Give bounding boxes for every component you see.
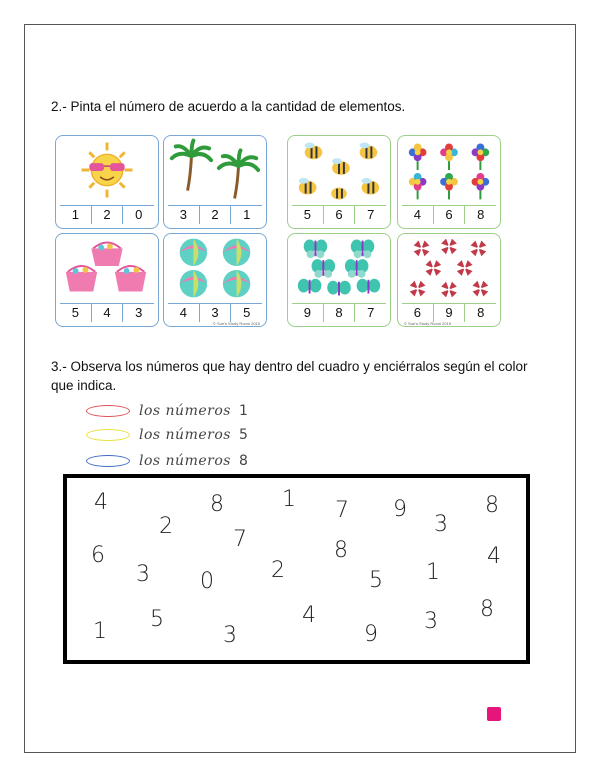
legend-number: 8 bbox=[238, 453, 248, 469]
box-number[interactable]: 7 bbox=[233, 527, 247, 552]
counting-card-butterflies bbox=[287, 233, 391, 327]
box-number[interactable]: 1 bbox=[426, 560, 440, 585]
number-options bbox=[168, 205, 262, 224]
box-number[interactable]: 4 bbox=[302, 603, 316, 628]
legend-row-red bbox=[86, 401, 248, 421]
number-option[interactable]: 7 bbox=[354, 304, 386, 322]
counting-card-pinwheels bbox=[397, 233, 501, 327]
yellow-oval-icon bbox=[86, 429, 130, 441]
box-number[interactable]: 8 bbox=[210, 492, 224, 517]
number-option[interactable]: 9 bbox=[433, 304, 465, 322]
number-options bbox=[292, 205, 386, 224]
box-number[interactable]: 4 bbox=[94, 490, 108, 515]
legend-number: 5 bbox=[238, 427, 248, 443]
number-options bbox=[402, 303, 496, 322]
numbers-box bbox=[63, 474, 530, 664]
pink-square-icon bbox=[487, 707, 501, 721]
number-option[interactable]: 4 bbox=[179, 305, 187, 320]
number-options bbox=[292, 303, 386, 322]
number-option[interactable]: 6 bbox=[413, 305, 421, 320]
counting-card-palm-trees bbox=[163, 135, 267, 229]
legend-row-blue bbox=[86, 451, 248, 471]
box-number[interactable]: 2 bbox=[159, 514, 173, 539]
number-option[interactable]: 4 bbox=[91, 304, 123, 322]
number-option[interactable]: 6 bbox=[323, 206, 355, 224]
counting-card-baskets bbox=[55, 233, 159, 327]
number-option[interactable]: 1 bbox=[71, 207, 79, 222]
number-option[interactable]: 2 bbox=[91, 206, 123, 224]
number-option[interactable]: 8 bbox=[464, 206, 496, 224]
red-oval-icon bbox=[86, 405, 130, 417]
beach-balls-image bbox=[164, 234, 266, 302]
number-option[interactable]: 5 bbox=[230, 304, 262, 322]
box-number[interactable]: 3 bbox=[434, 512, 448, 537]
counting-card-bees bbox=[287, 135, 391, 229]
number-options bbox=[168, 303, 262, 322]
number-option[interactable]: 3 bbox=[122, 304, 154, 322]
legend-text: los números bbox=[139, 453, 231, 469]
number-options bbox=[60, 303, 154, 322]
legend-text: los números bbox=[139, 427, 231, 443]
number-options bbox=[402, 205, 496, 224]
counting-card-flowers bbox=[397, 135, 501, 229]
copyright-credit: © Sue's Study Room 2015 bbox=[212, 321, 260, 326]
number-option[interactable]: 9 bbox=[303, 305, 311, 320]
box-number[interactable]: 7 bbox=[335, 498, 349, 523]
box-number[interactable]: 3 bbox=[136, 562, 150, 587]
number-option[interactable]: 5 bbox=[71, 305, 79, 320]
number-option[interactable]: 8 bbox=[464, 304, 496, 322]
box-number[interactable]: 9 bbox=[364, 622, 378, 647]
box-number[interactable]: 5 bbox=[150, 607, 164, 632]
box-number[interactable]: 1 bbox=[93, 619, 107, 644]
number-option[interactable]: 3 bbox=[179, 207, 187, 222]
section3-instruction: 3.- Observa los números que hay dentro del cuadro y enciérralos según el color que indica. bbox=[51, 359, 528, 393]
box-number[interactable]: 6 bbox=[91, 543, 105, 568]
blue-oval-icon bbox=[86, 455, 130, 467]
baskets-image bbox=[56, 234, 158, 302]
bees-image bbox=[288, 136, 390, 204]
legend-text: los números bbox=[139, 403, 231, 419]
number-option[interactable]: 6 bbox=[433, 206, 465, 224]
number-option[interactable]: 4 bbox=[413, 207, 421, 222]
box-number[interactable]: 1 bbox=[282, 487, 296, 512]
box-number[interactable]: 5 bbox=[369, 568, 383, 593]
number-option[interactable]: 5 bbox=[303, 207, 311, 222]
counting-card-beach-balls bbox=[163, 233, 267, 327]
palm-trees-image bbox=[164, 136, 266, 204]
box-number[interactable]: 8 bbox=[334, 538, 348, 563]
number-option[interactable]: 8 bbox=[323, 304, 355, 322]
number-option[interactable]: 2 bbox=[199, 206, 231, 224]
number-option[interactable]: 1 bbox=[230, 206, 262, 224]
number-option[interactable]: 3 bbox=[199, 304, 231, 322]
box-number[interactable]: 9 bbox=[393, 497, 407, 522]
pinwheels-image bbox=[398, 234, 500, 302]
legend-row-yellow bbox=[86, 425, 248, 445]
number-option[interactable]: 0 bbox=[122, 206, 154, 224]
butterflies-image bbox=[288, 234, 390, 302]
box-number[interactable]: 2 bbox=[271, 558, 285, 583]
number-option[interactable]: 7 bbox=[354, 206, 386, 224]
counting-card-sun bbox=[55, 135, 159, 229]
box-number[interactable]: 3 bbox=[223, 623, 237, 648]
copyright-credit: © Sue's Study Room 2015 bbox=[404, 321, 452, 326]
flowers-image bbox=[398, 136, 500, 204]
section2-instruction: 2.- Pinta el número de acuerdo a la cantidad de elementos. bbox=[51, 99, 406, 114]
legend-number: 1 bbox=[238, 403, 248, 419]
sun-with-sunglasses-image bbox=[56, 136, 158, 204]
box-number[interactable]: 8 bbox=[480, 597, 494, 622]
number-options bbox=[60, 205, 154, 224]
box-number[interactable]: 8 bbox=[485, 493, 499, 518]
box-number[interactable]: 4 bbox=[487, 544, 501, 569]
box-number[interactable]: 3 bbox=[424, 609, 438, 634]
box-number[interactable]: 0 bbox=[200, 569, 214, 594]
